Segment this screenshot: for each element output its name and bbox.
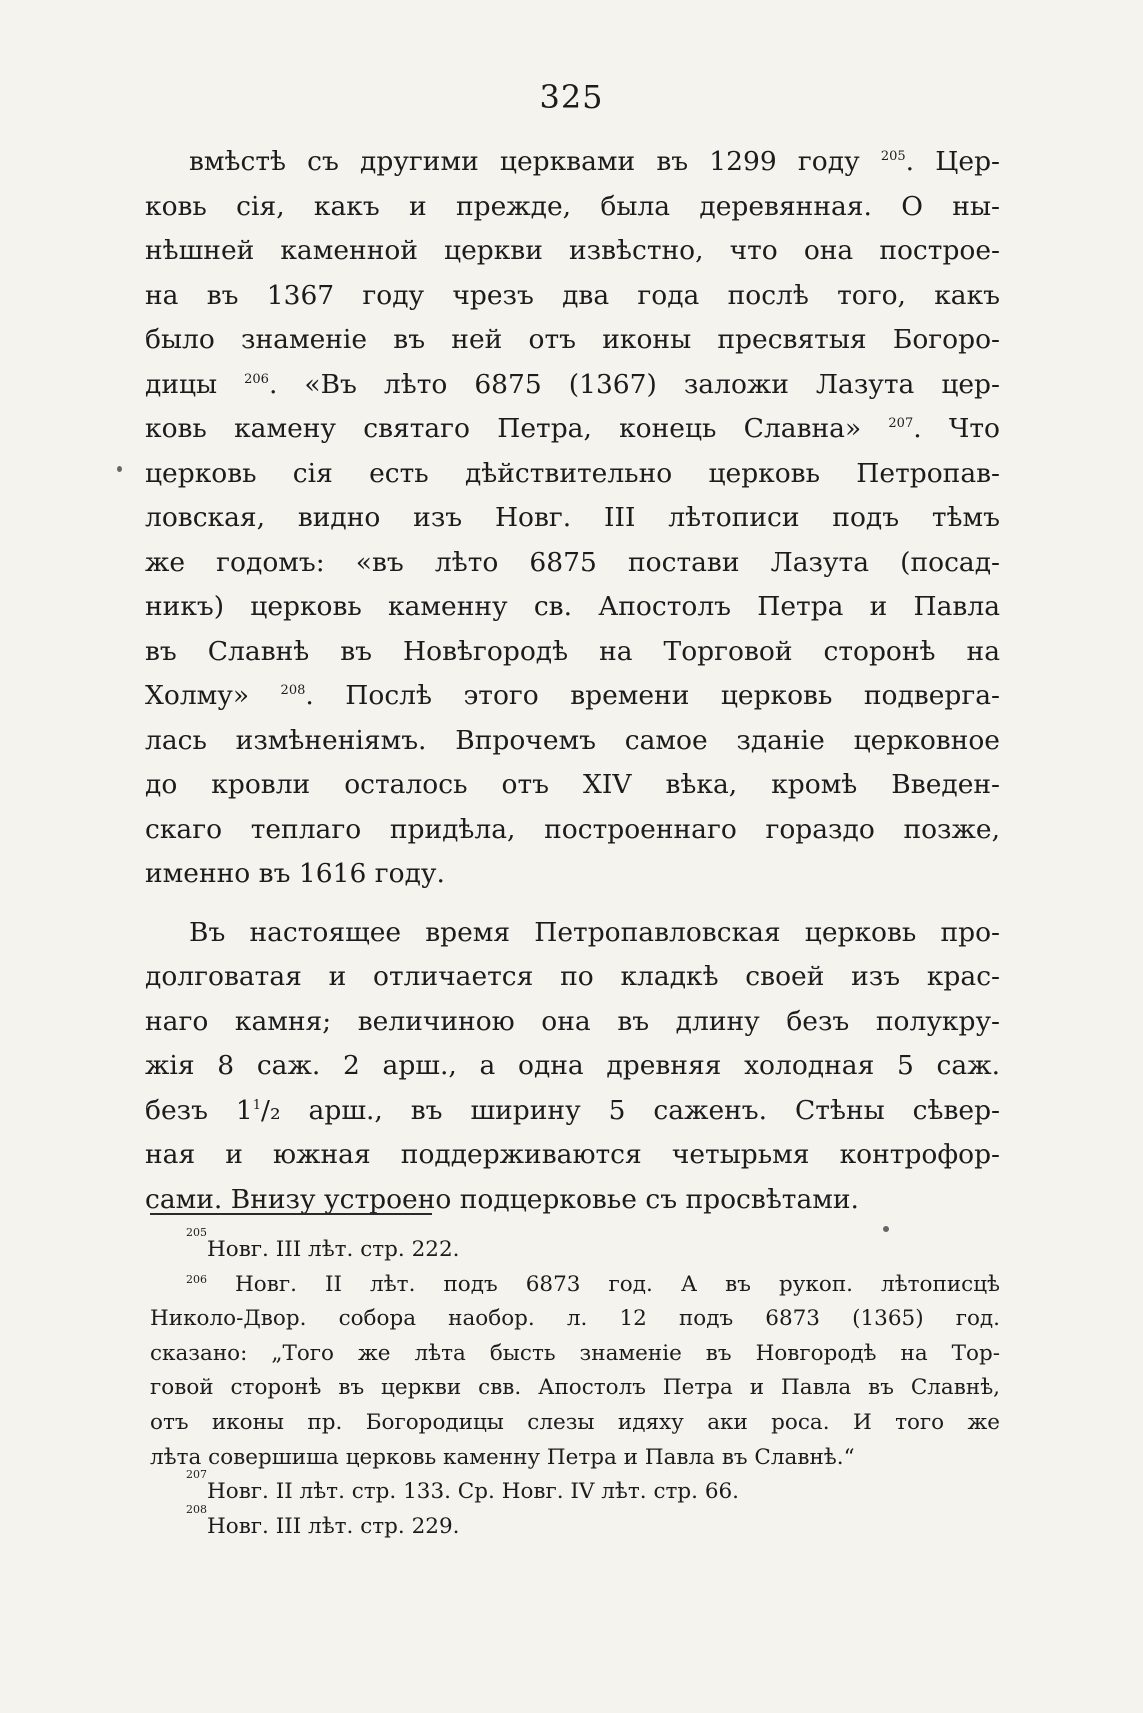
footnote-line: $^{206}$ Новг. II лѣт. подъ 6873 год. А въ рукоп. лѣтописцѣ [186,1271,1000,1297]
text-line: лась измѣненіямъ. Впрочемъ самое зданіе церковное [145,724,1000,756]
footnote-line: сказано: „Того же лѣта бысть знаменіе въ Новгородѣ на Тор- [150,1340,1000,1366]
text-line: ковь камену святаго Петра, конець Славна» $^{207}$. Что [145,413,1000,444]
paragraph [145,911,1000,1223]
footnote-line: говой сторонѣ въ церкви свв. Апостолъ Петра и Павла въ Славнѣ, [150,1375,1000,1401]
footnote-marker: 208 [186,1502,207,1516]
text-line: Холму» $^{208}$. Послѣ этого времени церковь подверга- [145,680,1000,711]
footnote-marker: 205 [186,1226,207,1239]
text-line: въ Славнѣ въ Новѣгородѣ на Торговой сторонѣ на [145,635,1000,667]
footnote-line: отъ иконы пр. Богородицы слезы идяху аки роса. И того же [150,1409,1000,1435]
footnote-line: Николо-Двор. собора наобор. л. 12 подъ 6873 (1365) год. [150,1306,1000,1332]
footnote-marker: 1 [252,1097,262,1113]
text-line: было знаменіе въ ней отъ иконы пресвятыя Богоро- [145,324,1000,355]
text-line: ная и южная поддерживаются четырьмя контрофор- [145,1139,1000,1170]
text-line: безъ $1^1/_2$ арш., въ ширину 5 саженъ. Стѣны сѣвер- [145,1094,1000,1126]
footnote [150,1226,1000,1268]
footnote [150,1502,1000,1545]
main-text [145,140,1000,1222]
text-line: именно въ 1616 году. [145,858,445,889]
print-speck [117,466,122,472]
text-line: наго камня; величиною она въ длину безъ полукру- [145,1005,1000,1037]
footnote-line: 208 Новг. III лѣт. стр. 229. [150,1510,1000,1545]
footnote-line: 205 Новг. III лѣт. стр. 222. [150,1233,1000,1268]
footnote-marker: 207 [186,1468,207,1482]
text-line: Въ настоящее время Петропавловская церковь про- [189,916,1000,948]
footnote-separator [150,1213,432,1215]
text-line: нѣшней каменной церкви извѣстно, что она построе- [145,235,1000,266]
text-line: никъ) церковь каменну св. Апостолъ Петра и Павла [145,591,1000,622]
footnote-marker: 205 [880,149,906,165]
footnote [150,1468,1000,1510]
footnote-line: лѣта совершиша церковь каменну Петра и Павла въ Славнѣ.“ [150,1444,855,1470]
text-line: ловская, видно изъ Новг. III лѣтописи подъ тѣмъ [145,502,1000,533]
text-line: скаго теплаго придѣла, построеннаго гораздо позже, [145,813,1000,845]
text-line: дицы $^{206}$. «Въ лѣто 6875 (1367) заложи Лазута цер- [145,368,1000,400]
footnote-marker: 207 [888,416,914,432]
text-line: же годомъ: «въ лѣто 6875 постави Лазута (посад- [145,546,1000,578]
text-line: вмѣстѣ съ другими церквами въ 1299 году $^{205}$. Цер- [189,146,1000,177]
footnote-line: 207 Новг. II лѣт. стр. 133. Ср. Новг. IV лѣт. стр. 66. [150,1475,1000,1510]
footnotes [150,1226,1000,1544]
text-line: долговатая и отличается по кладкѣ своей изъ крас- [145,961,1000,992]
footnote-marker: 206 [244,371,269,387]
text-line: ковь сія, какъ и прежде, была деревянная. О ны- [145,190,1000,222]
text-line: до кровли осталось отъ XIV вѣка, кромѣ Введен- [145,769,1000,800]
page-number: 325 [539,78,604,116]
footnote-marker: 208 [280,683,306,699]
text-line: сами. Внизу устроено подцерковье съ просвѣтами. [145,1183,859,1215]
paragraph [145,140,1000,897]
text-line: жія 8 саж. 2 арш., а одна древняя холодная 5 саж. [145,1050,1000,1081]
text-line: на въ 1367 году чрезъ два года послѣ того, какъ [145,279,1000,311]
footnote-marker: 206 [186,1272,207,1286]
print-speck [883,1226,889,1232]
footnote [150,1268,1000,1476]
text-line: церковь сія есть дѣйствительно церковь Петропав- [145,457,1000,489]
paragraph-gap [145,897,1000,911]
